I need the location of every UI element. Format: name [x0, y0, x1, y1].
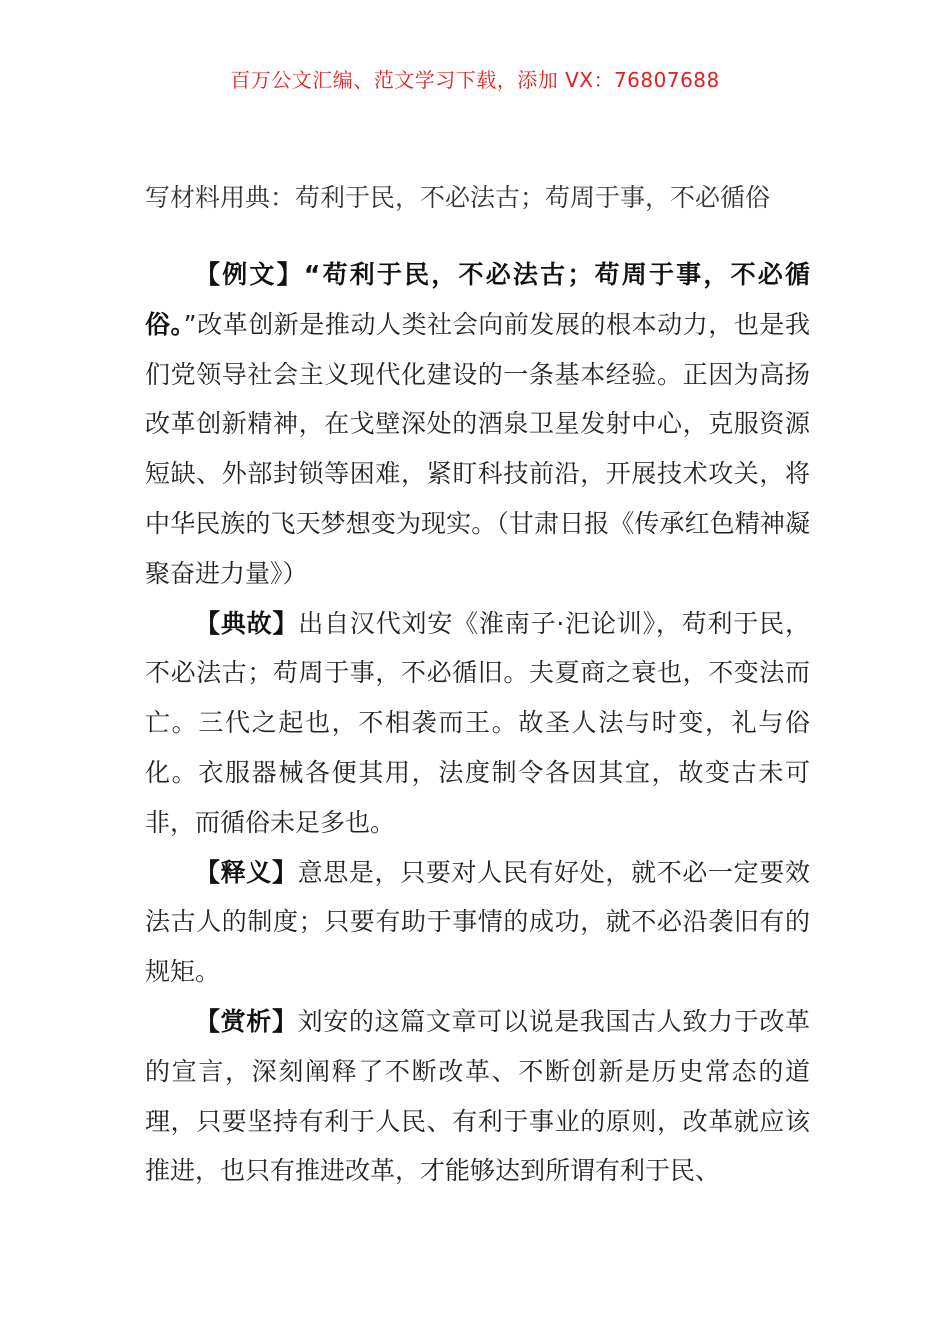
- meaning-paragraph: [145, 848, 810, 997]
- example-paragraph: [145, 250, 810, 599]
- header-banner: 百万公文汇编、范文学习下载，添加 VX：76807688: [230, 68, 720, 92]
- example-label: 【例文】: [195, 260, 304, 289]
- allusion-text: 出自汉代刘安《淮南子·汜论训》，苟利于民，不必法古；苟周于事，不必循旧。夫夏商之衰也，不变法而亡。三代之起也，不相袭而王。故圣人法与时变，礼与俗化。衣服器械各便其用，法度制令各因其宜，故变古未可非，而循俗未足多也。: [145, 608, 810, 837]
- analysis-paragraph: [145, 997, 810, 1196]
- document-body: [145, 250, 810, 1196]
- example-quote: “苟利于民，不必法古；苟周于事，不必循俗。: [145, 260, 810, 339]
- meaning-label: 【释义】: [195, 857, 298, 887]
- analysis-text: 刘安的这篇文章可以说是我国古人致力于改革的宣言，深刻阐释了不断改革、不断创新是历史常态的道理，只要坚持有利于人民、有利于事业的原则，改革就应该推进，也只有推进改革，才能够达到所谓有利于民、: [145, 1006, 810, 1186]
- allusion-label: 【典故】: [195, 608, 299, 638]
- document-title: 写材料用典：苟利于民，不必法古；苟周于事，不必循俗: [145, 183, 771, 212]
- example-text: ”改革创新是推动人类社会向前发展的根本动力，也是我们党领导社会主义现代化建设的一条基本经验。正因为高扬改革创新精神，在戈壁深处的酒泉卫星发射中心，克服资源短缺、外部封锁等困难，紧盯科技前沿，开展技术攻关，将中华民族的飞天梦想变为现实。（甘肃日报《传承红色精神凝聚奋进力量》）: [145, 309, 810, 588]
- analysis-label: 【赏析】: [195, 1006, 298, 1036]
- meaning-text: 意思是，只要对人民有好处，就不必一定要效法古人的制度；只要有助于事情的成功，就不必沿袭旧有的规矩。: [145, 857, 810, 987]
- allusion-paragraph: [145, 599, 810, 848]
